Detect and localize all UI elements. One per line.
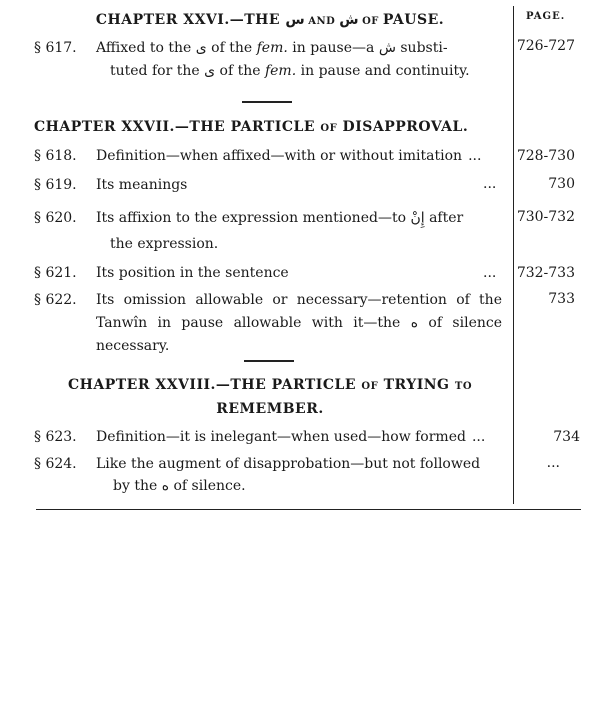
entry-number: § 618. (34, 148, 77, 164)
entry-number: § 617. (34, 40, 77, 56)
entry-page: 728-730 (516, 148, 575, 164)
entry (34, 37, 448, 60)
chapter-heading-text: PAUSE. (382, 12, 445, 28)
section-separator (242, 101, 292, 103)
entry-page: 730-732 (516, 209, 575, 225)
entry-page: 733 (548, 291, 575, 307)
leader-dots: ... (468, 148, 482, 164)
entry-number: § 622. (34, 292, 77, 308)
entry-continuation: tuted for the ى of the fem. in pause and continuity. (110, 63, 470, 79)
entry-page: 732-733 (516, 265, 575, 281)
leader-dots: ... (483, 176, 497, 192)
arabic-letter: س (285, 12, 305, 28)
entry (34, 289, 502, 358)
entry (34, 207, 463, 230)
entry-text: Its omission allowable or necessary—retention of the Tanwîn in pause allowable with it—the ه of silence necessary. (96, 292, 502, 354)
chapter-heading-text: CHAPTER XXVI.—THE (95, 12, 286, 28)
leader-dots: ... (471, 429, 486, 445)
chapter-heading (34, 12, 506, 28)
chapter-heading-small: OF (358, 16, 383, 27)
bottom-rule (36, 509, 581, 510)
entry-number: § 621. (34, 265, 77, 281)
page-column-header: PAGE. (526, 11, 566, 22)
entry-number: § 623. (34, 429, 77, 445)
entry-text: Like the augment of disapprobation—but not followed (96, 456, 481, 472)
entry-number: § 624. (34, 456, 77, 472)
entry-page: ... (546, 455, 560, 471)
leader-dots: ... (483, 265, 497, 281)
entry-text: Definition—when affixed—with or without imitation (96, 148, 463, 164)
entry-page: 734 (553, 429, 580, 445)
entry-continuation: the expression. (110, 236, 219, 252)
entry (34, 426, 485, 449)
entry (34, 262, 289, 285)
entry-text: Affixed to the ى of the fem. in pause—a ش substi- (96, 40, 448, 56)
entry-page: 726-727 (516, 38, 575, 54)
entry (34, 145, 481, 168)
chapter-heading: CHAPTER XXVIII.—THE PARTICLE OF TRYING TO REMEMBER. (67, 377, 473, 417)
chapter-heading: CHAPTER XXVII.—THE PARTICLE OF DISAPPROVAL. (34, 119, 469, 135)
entry-number: § 619. (34, 177, 77, 193)
entry (34, 174, 187, 197)
entry-text: Its position in the sentence (96, 265, 289, 281)
entry-number: § 620. (34, 210, 77, 226)
entry (34, 453, 480, 476)
entry-continuation: by the ه of silence. (113, 478, 246, 494)
entry-text: Its meanings (96, 177, 188, 193)
chapter-heading-small: AND (304, 16, 340, 27)
entry-text: Definition—it is inelegant—when used—how formed (96, 429, 466, 445)
entry-text: Its affixion to the expression mentioned—to إِنْ after (96, 210, 464, 226)
entry-page: 730 (548, 176, 575, 192)
section-separator (244, 360, 294, 362)
arabic-letter: ش (339, 12, 359, 28)
